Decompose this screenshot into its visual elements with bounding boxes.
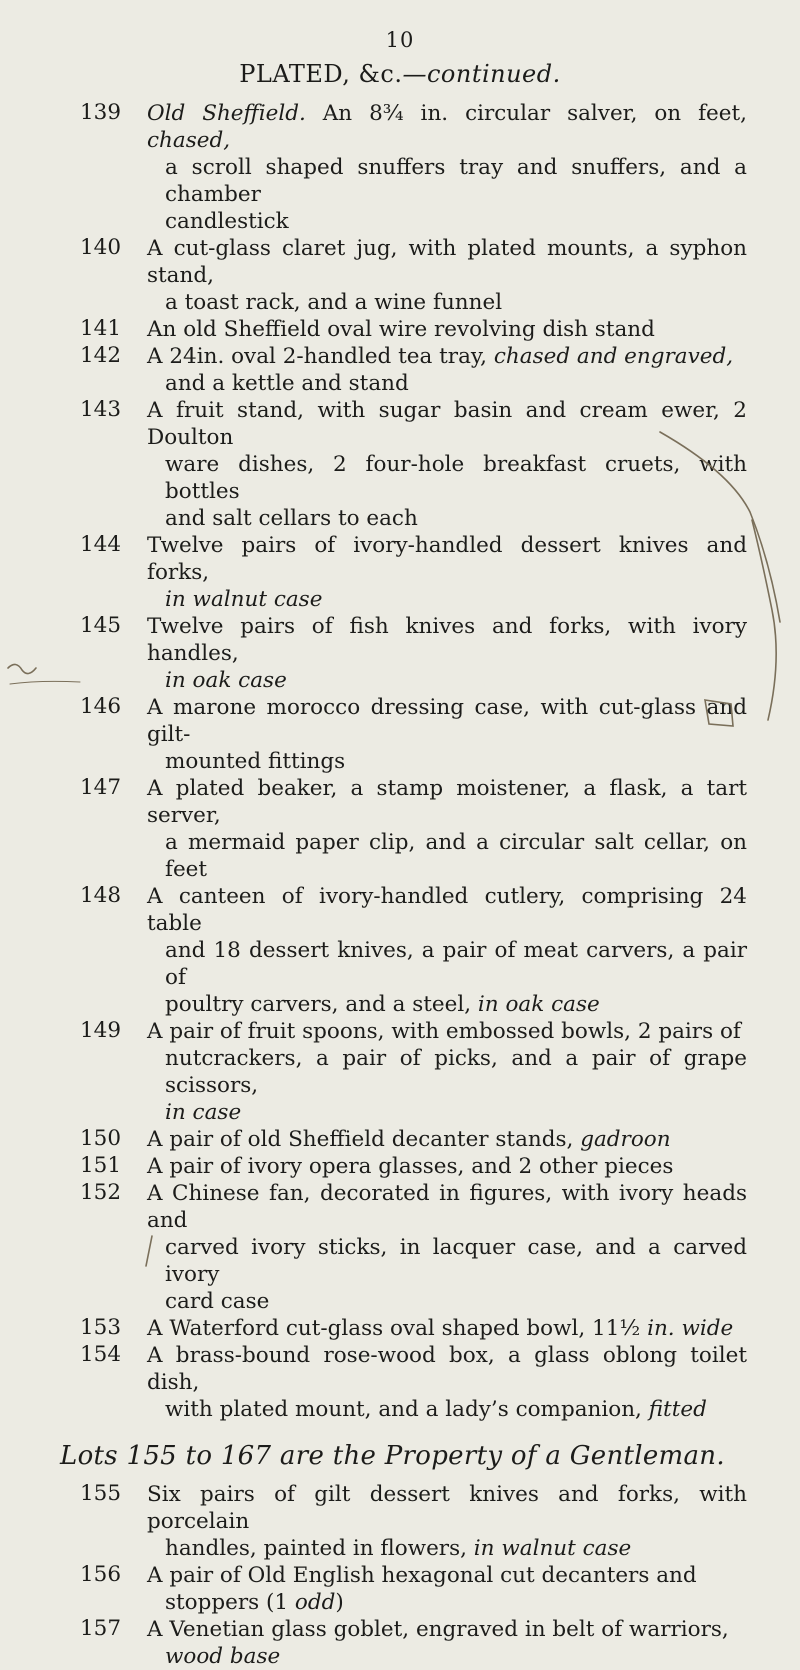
text-run: and 18 dessert knives, a pair of meat carvers, a pair of bbox=[165, 938, 747, 990]
italic-text: in walnut case bbox=[165, 587, 323, 612]
italic-text: in. wide bbox=[647, 1316, 734, 1341]
italic-text: in case bbox=[165, 1100, 242, 1125]
lot-description-line bbox=[147, 1481, 747, 1535]
lot-description bbox=[147, 1126, 747, 1153]
lot-number: 144 bbox=[80, 532, 122, 557]
lot-description-line bbox=[147, 1396, 747, 1423]
text-run: A Waterford cut-glass oval shaped bowl, 11½ bbox=[147, 1316, 648, 1341]
lot-description-line bbox=[147, 397, 747, 451]
lot-entry bbox=[0, 235, 800, 316]
lot-number: 139 bbox=[80, 100, 122, 125]
lot-description-line bbox=[147, 208, 747, 235]
lot-description-line bbox=[147, 370, 747, 397]
lot-number: 147 bbox=[80, 775, 122, 800]
lot-number: 155 bbox=[80, 1481, 122, 1506]
lot-description bbox=[147, 235, 747, 316]
lot-description-line bbox=[147, 235, 747, 289]
text-run: Six pairs of gilt dessert knives and forks, with porcelain bbox=[147, 1482, 747, 1534]
text-run: A pair of fruit spoons, with embossed bowls, 2 pairs of bbox=[147, 1019, 741, 1044]
section-title: Lots 155 to 167 are the Property of a Gentleman. bbox=[60, 1441, 725, 1471]
text-run: stoppers (1 bbox=[165, 1590, 295, 1615]
text-run: A brass-bound rose-wood box, a glass oblong toilet dish, bbox=[147, 1343, 747, 1395]
lot-description-line bbox=[147, 154, 747, 208]
lot-description bbox=[147, 532, 747, 613]
lot-entry bbox=[0, 100, 800, 235]
lot-entry bbox=[0, 1315, 800, 1342]
lot-description-line bbox=[147, 1616, 747, 1643]
text-run: a mermaid paper clip, and a circular salt cellar, on feet bbox=[165, 830, 747, 882]
lot-number: 142 bbox=[80, 343, 122, 368]
lot-description-line bbox=[147, 532, 747, 586]
lot-number: 153 bbox=[80, 1315, 122, 1340]
lot-number: 141 bbox=[80, 316, 122, 341]
italic-text: in oak case bbox=[165, 668, 287, 693]
lot-description-line bbox=[147, 748, 747, 775]
text-run: Twelve pairs of ivory-handled dessert knives and forks, bbox=[147, 533, 747, 585]
lot-description-line bbox=[147, 343, 747, 370]
text-run: A plated beaker, a stamp moistener, a flask, a tart server, bbox=[147, 776, 747, 828]
lot-description bbox=[147, 613, 747, 694]
lot-entry bbox=[0, 1616, 800, 1670]
text-run: and a kettle and stand bbox=[165, 371, 409, 396]
text-run: A canteen of ivory-handled cutlery, comprising 24 table bbox=[147, 884, 747, 936]
lot-description-line bbox=[147, 775, 747, 829]
italic-text: in walnut case bbox=[473, 1536, 632, 1561]
italic-text: wood base bbox=[165, 1644, 281, 1669]
lot-entry bbox=[0, 613, 800, 694]
lot-description-line bbox=[147, 451, 747, 505]
lot-description-line bbox=[147, 1099, 747, 1126]
lot-description-line bbox=[147, 1315, 747, 1342]
lot-entry bbox=[0, 397, 800, 532]
italic-text: gadroon bbox=[580, 1127, 671, 1152]
lot-description-line bbox=[147, 829, 747, 883]
page-heading bbox=[0, 60, 800, 88]
lot-entry bbox=[0, 1562, 800, 1616]
lot-description bbox=[147, 883, 747, 1018]
text-run: A pair of old Sheffield decanter stands, bbox=[147, 1127, 581, 1152]
lot-number: 146 bbox=[80, 694, 122, 719]
italic-text: Old Sheffield. bbox=[147, 101, 306, 126]
text-run: nutcrackers, a pair of picks, and a pair of grape scissors, bbox=[165, 1046, 747, 1098]
lot-entry bbox=[0, 1018, 800, 1126]
lot-description-line bbox=[147, 667, 747, 694]
lot-number: 149 bbox=[80, 1018, 122, 1043]
lot-number: 150 bbox=[80, 1126, 122, 1151]
lot-entry bbox=[0, 775, 800, 883]
lot-description bbox=[147, 1616, 747, 1670]
lot-description bbox=[147, 1180, 747, 1315]
lot-description bbox=[147, 694, 747, 775]
lot-description-line bbox=[147, 289, 747, 316]
italic-text: in oak case bbox=[477, 992, 600, 1017]
lot-description-line bbox=[147, 883, 747, 937]
text-run: carved ivory sticks, in lacquer case, and a carved ivory bbox=[165, 1235, 747, 1287]
lot-description bbox=[147, 1018, 747, 1126]
lot-number: 143 bbox=[80, 397, 122, 422]
lot-entry bbox=[0, 694, 800, 775]
lot-description-line bbox=[147, 1045, 747, 1099]
italic-text: fitted bbox=[648, 1397, 707, 1422]
lot-description-line bbox=[147, 1234, 747, 1288]
lot-entry bbox=[0, 1481, 800, 1562]
text-run: with plated mount, and a lady’s companion, bbox=[165, 1397, 649, 1422]
lot-number: 148 bbox=[80, 883, 122, 908]
lot-description bbox=[147, 775, 747, 883]
lot-entry bbox=[0, 1342, 800, 1423]
lot-description-line bbox=[147, 1153, 747, 1180]
lot-description bbox=[147, 1315, 747, 1342]
lot-number: 152 bbox=[80, 1180, 122, 1205]
text-run: poultry carvers, and a steel, bbox=[165, 992, 478, 1017]
heading-main: PLATED, &c. bbox=[239, 60, 403, 88]
text-run: A marone morocco dressing case, with cut-glass and gilt- bbox=[147, 695, 747, 747]
lot-description-line bbox=[147, 586, 747, 613]
lot-number: 151 bbox=[80, 1153, 122, 1178]
italic-text: chased, bbox=[147, 128, 231, 153]
lot-description bbox=[147, 1562, 747, 1616]
lot-number: 145 bbox=[80, 613, 122, 638]
lot-entry bbox=[0, 1180, 800, 1315]
text-run: a toast rack, and a wine funnel bbox=[165, 290, 503, 315]
text-run: card case bbox=[165, 1289, 270, 1314]
lot-description-line bbox=[147, 1018, 747, 1045]
lot-description bbox=[147, 1153, 747, 1180]
lot-description-line bbox=[147, 613, 747, 667]
text-run: ware dishes, 2 four-hole breakfast cruets, with bottles bbox=[165, 452, 747, 504]
lot-description bbox=[147, 1481, 747, 1562]
lot-description-line bbox=[147, 100, 747, 154]
text-run: A 24in. oval 2-handled tea tray, bbox=[147, 344, 494, 369]
lot-description-line bbox=[147, 1180, 747, 1234]
text-run: A fruit stand, with sugar basin and cream ewer, 2 Doulton bbox=[147, 398, 747, 450]
lot-description-line bbox=[147, 991, 747, 1018]
text-run: A pair of ivory opera glasses, and 2 other pieces bbox=[147, 1154, 674, 1179]
lot-description bbox=[147, 316, 747, 343]
lot-description-line bbox=[147, 1342, 747, 1396]
italic-text: chased and engraved, bbox=[493, 344, 734, 369]
lot-entry bbox=[0, 1126, 800, 1153]
italic-text: odd bbox=[294, 1590, 336, 1615]
lot-description-line bbox=[147, 694, 747, 748]
lot-entry bbox=[0, 1153, 800, 1180]
text-run: Twelve pairs of fish knives and forks, with ivory handles, bbox=[147, 614, 747, 666]
page-number: 10 bbox=[385, 28, 415, 52]
lot-description-line bbox=[147, 1643, 747, 1670]
lot-description bbox=[147, 397, 747, 532]
text-run: handles, painted in flowers, bbox=[165, 1536, 474, 1561]
lot-entry bbox=[0, 532, 800, 613]
text-run: and salt cellars to each bbox=[165, 506, 418, 531]
heading-suffix: —continued. bbox=[402, 60, 561, 88]
lot-description-line bbox=[147, 505, 747, 532]
lot-description-line bbox=[147, 1535, 747, 1562]
lot-entry bbox=[0, 883, 800, 1018]
lot-number: 154 bbox=[80, 1342, 122, 1367]
lot-description-line bbox=[147, 937, 747, 991]
lot-description-line bbox=[147, 1589, 747, 1616]
text-run: a scroll shaped snuffers tray and snuffers, and a chamber bbox=[165, 155, 747, 207]
lot-list-plated bbox=[0, 100, 800, 1423]
lot-list-gentleman bbox=[0, 1481, 800, 1670]
text-run: A Chinese fan, decorated in figures, with ivory heads and bbox=[147, 1181, 747, 1233]
text-run: A pair of Old English hexagonal cut decanters and bbox=[147, 1563, 697, 1588]
lot-entry bbox=[0, 343, 800, 397]
lot-number: 140 bbox=[80, 235, 122, 260]
lot-number: 156 bbox=[80, 1562, 122, 1587]
text-run: A Venetian glass goblet, engraved in belt of warriors, bbox=[147, 1617, 729, 1642]
lot-description-line bbox=[147, 1288, 747, 1315]
lot-description bbox=[147, 343, 747, 397]
lot-description bbox=[147, 1342, 747, 1423]
text-run: An 8¾ in. circular salver, on feet, bbox=[305, 101, 747, 126]
text-run: candlestick bbox=[165, 209, 289, 234]
lot-description-line bbox=[147, 1126, 747, 1153]
lot-description bbox=[147, 100, 747, 235]
text-run: mounted fittings bbox=[165, 749, 346, 774]
text-run: ) bbox=[335, 1590, 344, 1615]
lot-entry bbox=[0, 316, 800, 343]
lot-description-line bbox=[147, 1562, 747, 1589]
text-run: An old Sheffield oval wire revolving dish stand bbox=[147, 317, 655, 342]
text-run: A cut-glass claret jug, with plated mounts, a syphon stand, bbox=[147, 236, 747, 288]
lot-description-line bbox=[147, 316, 747, 343]
lot-number: 157 bbox=[80, 1616, 122, 1641]
